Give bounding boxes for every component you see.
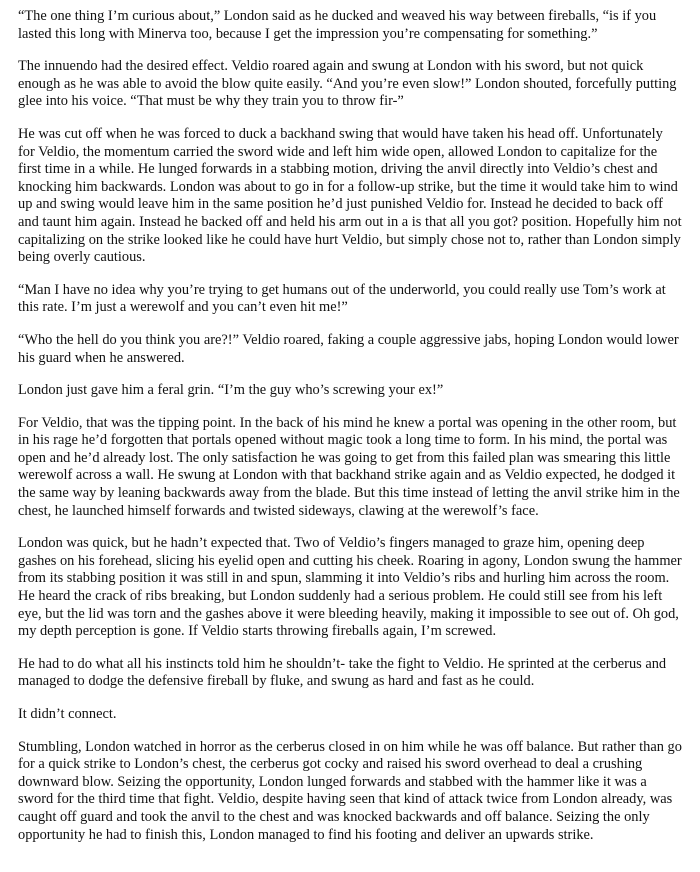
paragraph: It didn’t connect. — [18, 706, 117, 722]
paragraph: The innuendo had the desired effect. Veldio roared again and swung at London with his sword, but not quick enough as he was able to avoid the blow quite easily. “And you’re even slow!” London shouted, forcefully putting glee into his voice. “That must be why they train you to throw fir-” — [18, 58, 677, 110]
paragraph: “Who the hell do you think you are?!” Veldio roared, faking a couple aggressive jabs, hoping London would lower his guard when he answered. — [18, 331, 679, 366]
paragraph: Stumbling, London watched in horror as the cerberus closed in on him while he was off balance. But rather than go for a quick strike to London’s chest, the cerberus got cocky and raised his sword overhead to deal a crushing downward blow. Seizing the opportunity, London lunged forwards and stabbed with the hammer like it was a sword for the third time that fight. Veldio, despite having seen that kind of attack twice from London already, was caught off guard and took the anvil to the chest and was knocked backwards and off balance. Seizing the only opportunity he had to finish this, London managed to find his footing and deliver an upwards strike. — [18, 738, 682, 843]
paragraph: London was quick, but he hadn’t expected that. Two of Veldio’s fingers managed to graze him, opening deep gashes on his forehead, slicing his eyelid open and cutting his cheek. Roaring in agony, London swung the hammer from its stabbing position it was still in and spun, slamming it into Veldio’s ribs and hurling him across the room. He heard the crack of ribs breaking, but London suddenly had a serious problem. He could still see from his left eye, but the lid was torn and the gashes above it were bleeding heavily, making it impossible to see out of. Oh god, my depth perception is gone. If Veldio starts throwing fireballs again, I’m screwed. — [18, 535, 682, 640]
paragraph: London just gave him a feral grin. “I’m the guy who’s screwing your ex!” — [18, 382, 444, 399]
paragraph: For Veldio, that was the tipping point. In the back of his mind he knew a portal was opening in the other room, but in his rage he’d forgotten that portals opened without magic took a long time to form. In his mind, the portal was open and he’d already lost. The only satisfaction he was going to get from this failed plan was smearing this little werewolf across a wall. He swung at London with that backhand strike again and as Veldio expected, he dodged it the same way by leaning backwards away from the blade. But this time instead of letting the anvil strike him in the chest, he launched himself forwards and twisted sideways, clawing at the werewolf’s face. — [18, 414, 680, 519]
paragraph: He had to do what all his instincts told him he shouldn’t- take the fight to Veldio. He sprinted at the cerberus and managed to dodge the defensive fireball by fluke, and swung as hard and fast as he could. — [18, 655, 667, 690]
paragraph: He was cut off when he was forced to duck a backhand swing that would have taken his head off. Unfortunately for Veldio, the momentum carried the sword wide and left him wide open, allowed London to capitalize for the first time in a while. He lunged forwards in a stabbing motion, driving the anvil directly into Veldio’s chest and knocking him backwards. London was about to go in for a follow-up strike, but the time it would take him to wind up and swing would leave him in the same position he’d just punished Veldio for. Instead he decided to back off and taunt him again. Instead he backed off and held his arm out in a is that all you got? position. Hopefully him not capitalizing on the strike looked like he could have hurt Veldio, but simply chose not to, rather than London simply being overly cautious. — [18, 125, 682, 266]
paragraph: “The one thing I’m curious about,” London said as he ducked and weaved his way between fireballs, “is if you lasted this long with Minerva too, because I get the impression you’re compensating for something.” — [18, 8, 657, 42]
paragraph: “Man I have no idea why you’re trying to get humans out of the underworld, you could really use Tom’s work at this rate. I’m just a werewolf and you can’t even hit me!” — [18, 281, 666, 316]
